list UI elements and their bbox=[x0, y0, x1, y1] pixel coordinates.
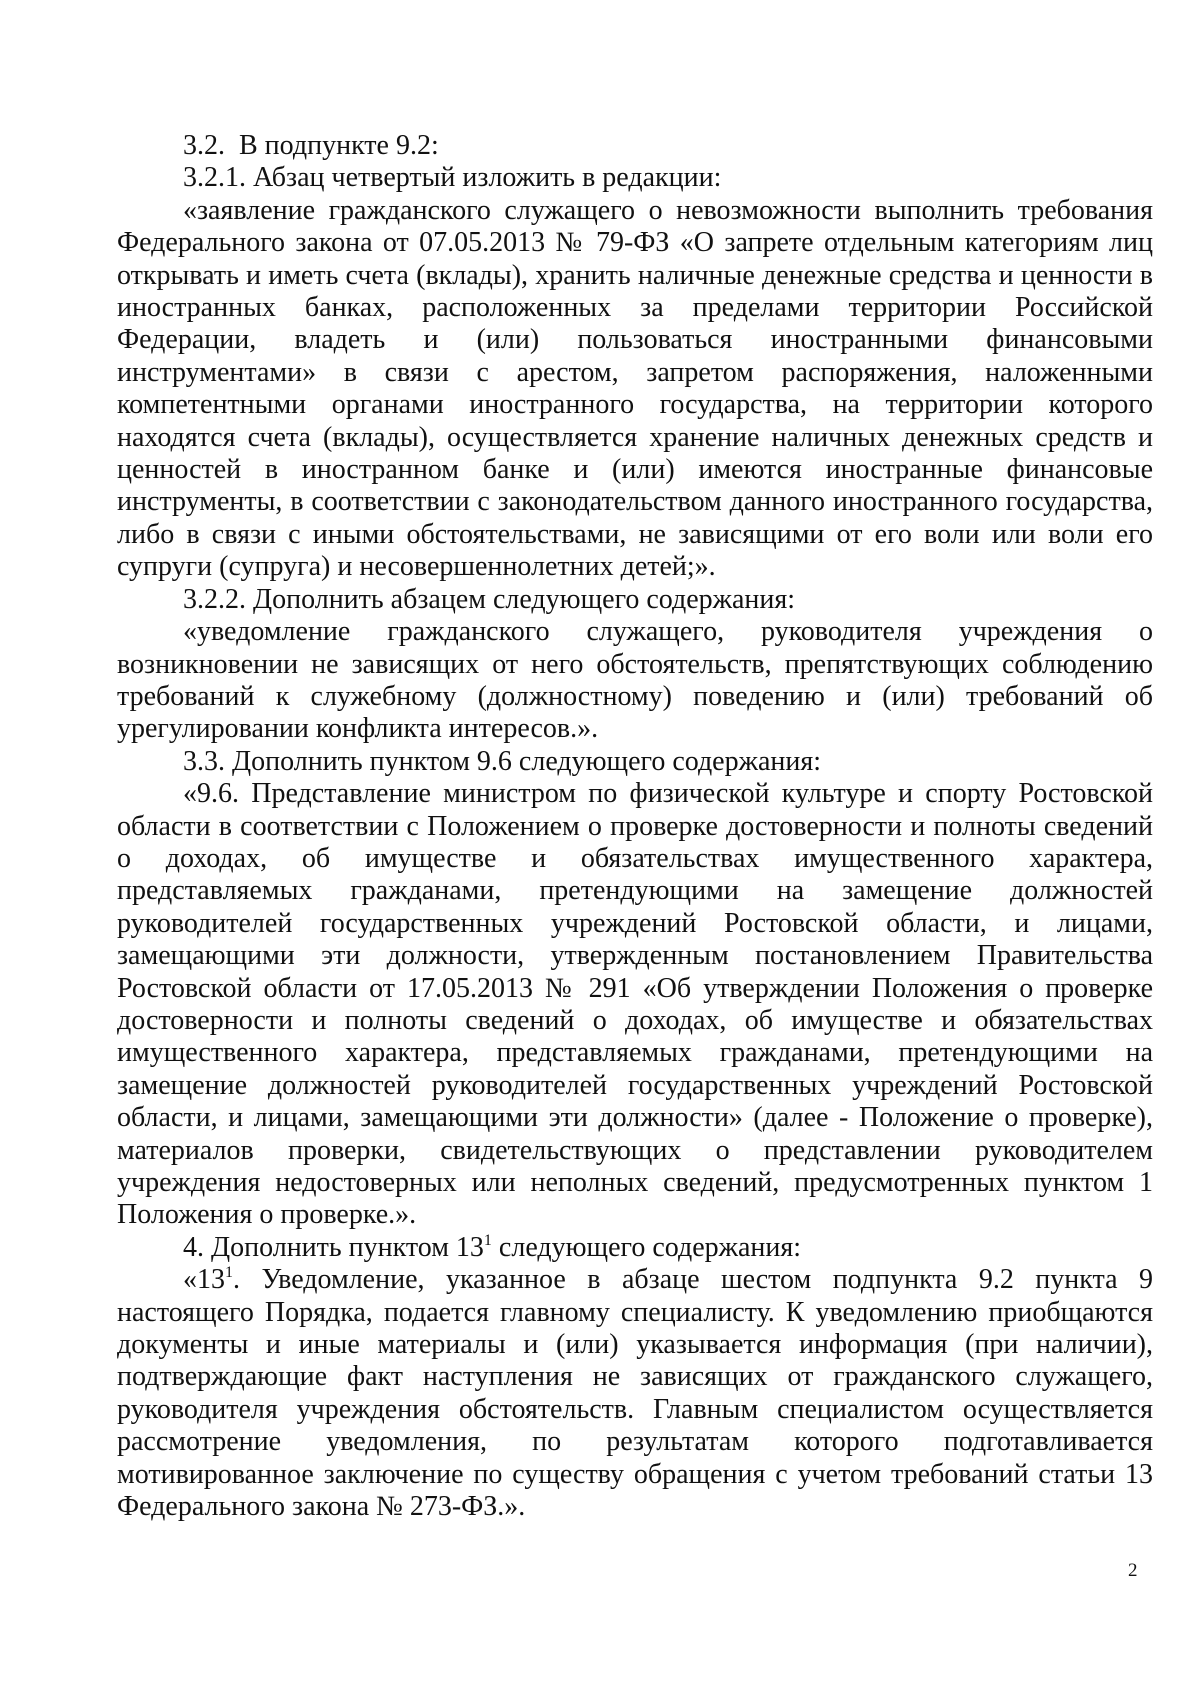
superscript: 1 bbox=[225, 1264, 233, 1282]
document-body bbox=[117, 130, 1153, 1523]
paragraph-text: 3.2.1. Абзац четвертый изложить в редакции: bbox=[183, 162, 722, 194]
paragraph-text-continued: . Уведомление, указанное в абзаце шестом подпункта 9.2 пункта 9 настоящего Порядка, подается главному специалисту. К уведомлению приобщаются документы и иные материалы и (или) указывается информация (при наличии), подтверждающие факт наступления не зависящих от гражданского служащего, руководителя учреждения обстоятельств. Главным специалистом осуществляется рассмотрение уведомления, по результатам которого подготавливается мотивированное заключение по существу обращения с учетом требований статьи 13 Федерального закона № 273-ФЗ.». bbox=[117, 1264, 1153, 1523]
paragraph-text: 3.2. В подпункте 9.2: bbox=[183, 130, 439, 161]
paragraph-3-2-2 bbox=[117, 584, 1153, 616]
paragraph-quote-statement bbox=[117, 195, 1153, 584]
paragraph-text: 4. Дополнить пунктом 13 bbox=[183, 1231, 484, 1263]
paragraph-quote-13-1 bbox=[117, 1264, 1153, 1523]
paragraph-quote-notification bbox=[117, 616, 1153, 746]
paragraph-quote-9-6 bbox=[117, 778, 1153, 1232]
paragraph-3-3 bbox=[117, 746, 1153, 778]
paragraph-text: 3.3. Дополнить пунктом 9.6 следующего содержания: bbox=[183, 745, 822, 777]
paragraph-text-continued: следующего содержания: bbox=[491, 1231, 802, 1263]
page-number: 2 bbox=[1128, 1560, 1138, 1581]
paragraph-text: «уведомление гражданского служащего, руководителя учреждения о возникновении не зависящих от него обстоятельств, препятствующих соблюдению требований к служебному (должностному) поведению и (или) требований об урегулировании конфликта интересов.». bbox=[117, 616, 1153, 745]
paragraph-text: «9.6. Представление министром по физической культуре и спорту Ростовской области в соответствии с Положением о проверке достоверности и полноты сведений о доходах, об имуществе и обязательствах имущественного характера, представляемых гражданами, претендующими на замещение должностей руководителей государственных учреждений Ростовской области, и лицами, замещающими эти должности, утвержденным постановлением Правительства Ростовской области от 17.05.2013 № 291 «Об утверждении Положения о проверке достоверности и полноты сведений о доходах, об имуществе и обязательствах имущественного характера, представляемых гражданами, претендующими на замещение должностей руководителей государственных учреждений Ростовской области, и лицами, замещающими эти должности» (далее - Положение о проверке), материалов проверки, свидетельствующих о представлении руководителем учреждения недостоверных или неполных сведений, предусмотренных пунктом 1 Положения о проверке.». bbox=[117, 778, 1153, 1231]
superscript: 1 bbox=[483, 1231, 492, 1249]
paragraph-3-2 bbox=[117, 130, 1153, 162]
paragraph-4 bbox=[117, 1232, 1153, 1264]
paragraph-text: 3.2.2. Дополнить абзацем следующего содержания: bbox=[183, 583, 796, 615]
paragraph-3-2-1 bbox=[117, 162, 1153, 194]
paragraph-text: «заявление гражданского служащего о невозможности выполнить требования Федерального закона от 07.05.2013 № 79-ФЗ «О запрете отдельным категориям лиц открывать и иметь счета (вклады), хранить наличные денежные средства и ценности в иностранных банках, расположенных за пределами территории Российской Федерации, владеть и (или) пользоваться иностранными финансовыми инструментами» в связи с арестом, запретом распоряжения, наложенными компетентными органами иностранного государства, на территории которого находятся счета (вклады), осуществляется хранение наличных денежных средств и ценностей в иностранном банке и (или) имеются иностранные финансовые инструменты, в соответствии с законодательством данного иностранного государства, либо в связи с иными обстоятельствами, не зависящими от его воли или воли его супруги (супруга) и несовершеннолетних детей;». bbox=[117, 194, 1153, 583]
paragraph-text: «13 bbox=[183, 1264, 225, 1296]
